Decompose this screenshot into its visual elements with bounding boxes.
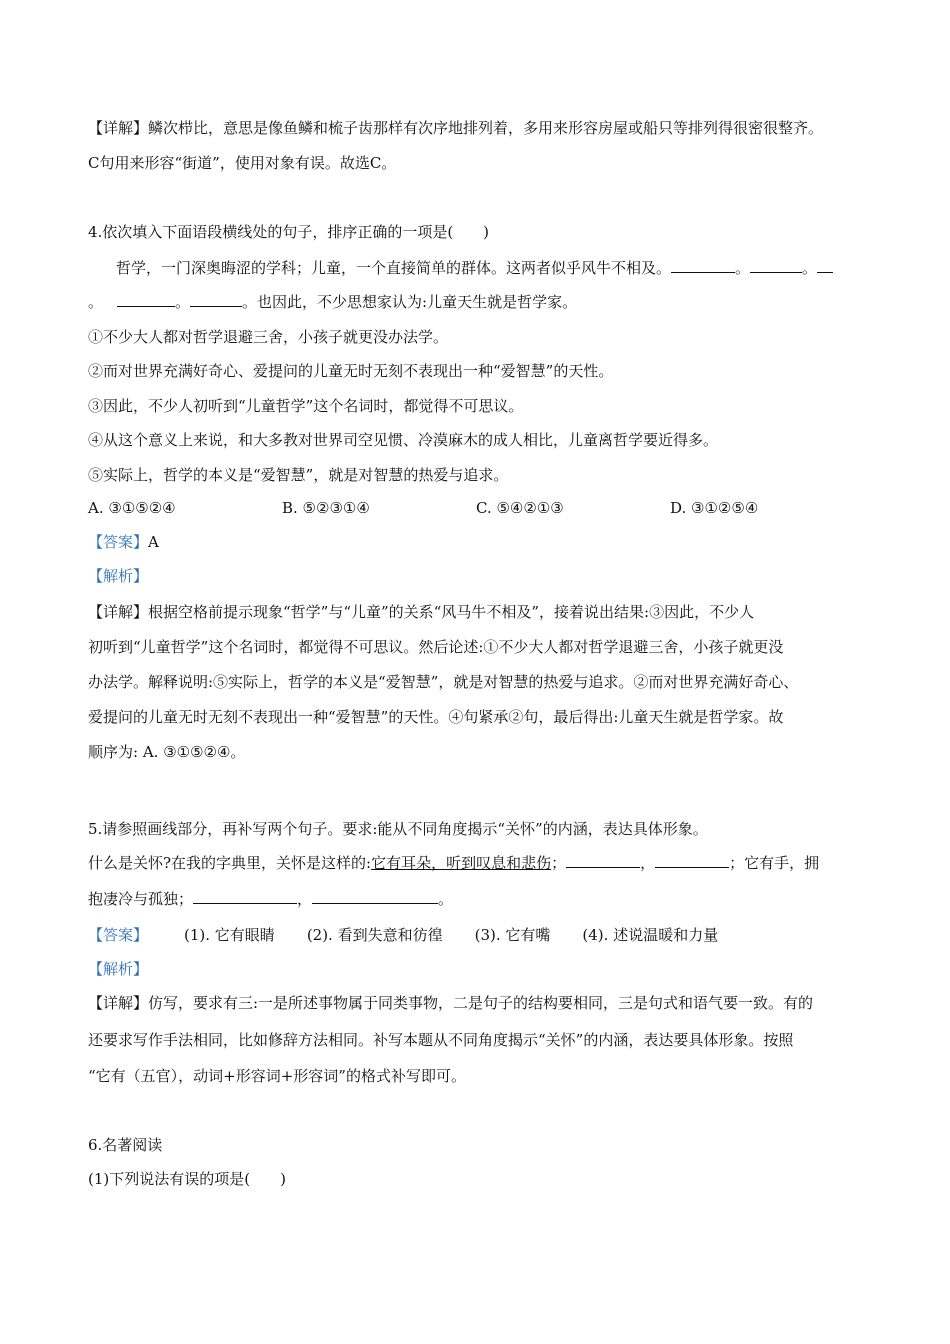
q4-detail-line-2: 初听到“儿童哲学”这个名词时，都觉得不可思议。然后论述:①不少大人都对哲学退避三舍，小孩子就更没 [88,638,784,656]
blank-2 [655,853,729,868]
q4-option-d: D. ③①②⑤④ [670,499,759,517]
answer-4: (4). 述说温暖和力量 [582,926,719,944]
blank-4 [117,292,175,307]
q4-option-c: C. ⑤④②①③ [476,499,564,517]
blank-3 [193,889,297,904]
q4-option-a: A. ③①⑤②④ [88,499,176,517]
blank-2 [750,258,802,273]
blank-1 [566,853,640,868]
answer-value: A [148,533,159,551]
answer-tag: 【答案】 [88,926,149,944]
q3-detail-line-2: C句用来形容“街道”，使用对象有误。故选C。 [88,154,397,172]
separator: 。 [735,259,751,277]
answer-2: (2). 看到失意和彷徨 [306,926,443,944]
q4-detail-line-3: 办法学。解释说明:⑤实际上，哲学的本义是“爱智慧”，就是对智慧的热爱与追求。②而对世界充满好奇心、 [88,673,799,691]
q5-line-1-text: 什么是关怀?在我的字典里，关怀是这样的: [88,854,372,872]
q4-stem: 4.依次填入下面语段横线处的句子，排序正确的一项是( ) [88,223,490,241]
punct: 。 [438,890,454,908]
q4-paragraph-text: 哲学，一门深奥晦涩的学科；儿童，一个直接简单的群体。这两者似乎风牛不相及。 [116,259,672,277]
answer-1: (1). 它有眼睛 [184,926,275,944]
q4-option-b: B. ⑤②③①④ [282,499,370,517]
punct: ； [551,854,567,872]
q4-sentence-1: ①不少大人都对哲学退避三舍，小孩子就更没办法学。 [88,328,449,346]
q4-sentence-2: ②而对世界充满好奇心、爱提问的儿童无时无刻不表现出一种“爱智慧”的天性。 [88,362,614,380]
q4-detail-line-4: 爱提问的儿童无时无刻不表现出一种“爱智慧”的天性。④句紧承②句，最后得出:儿童天生就是哲学家。故 [88,708,784,726]
q4-paragraph-end: 。也因此，不少思想家认为:儿童天生就是哲学家。 [242,293,578,311]
q5-detail-line-1: 【详解】仿写，要求有三:一是所述事物属于同类事物，二是句子的结构要相同，三是句式和语气要一致。有的 [88,994,814,1012]
q4-sentence-4: ④从这个意义上来说，和大多教对世界司空见惯、冷漠麻木的成人相比，儿童离哲学要近得多。 [88,431,719,449]
q4-analysis-tag: 【解析】 [88,567,149,585]
q4-answer [88,532,159,552]
q5-stem: 5.请参照画线部分，再补写两个句子。要求:能从不同角度揭示“关怀”的内涵，表达具体形象。 [88,820,708,838]
separator: 。 [88,293,104,311]
punct: ， [640,854,656,872]
blank-5 [190,292,242,307]
q5-line-2 [88,889,453,909]
blank-3 [817,258,833,273]
q4-paragraph-line-1 [116,258,833,278]
q6-title: 6.名著阅读 [88,1136,163,1154]
q4-paragraph-line-2 [88,292,577,312]
q5-detail-line-3: “它有（五官），动词+形容词+形容词”的格式补写即可。 [88,1067,466,1085]
q5-analysis-tag: 【解析】 [88,960,149,978]
separator: 。 [175,293,191,311]
answer-tag: 【答案】 [88,533,149,551]
q6-sub-question: (1)下列说法有误的项是( ) [88,1170,286,1188]
q5-line-1 [88,853,819,873]
q3-detail-line-1: 【详解】鳞次栉比，意思是像鱼鳞和梳子齿那样有次序地排列着，多用来形容房屋或船只等排列得很密很整齐。 [88,119,824,137]
q5-answer [88,925,718,945]
q4-detail-line-5: 顺序为: A. ③①⑤②④。 [88,743,246,761]
separator: 。 [802,259,818,277]
q5-line-1-end: ；它有手，拥 [729,854,820,872]
punct: ， [297,890,313,908]
q5-detail-line-2: 还要求写作手法相同，比如修辞方法相同。补写本题从不同角度揭示“关怀”的内涵，表达要具体形象。按照 [88,1031,794,1049]
blank-1 [671,258,735,273]
q4-sentence-3: ③因此，不少人初听到“儿童哲学”这个名词时，都觉得不可思议。 [88,397,524,415]
blank-4 [312,889,438,904]
q4-detail-line-1: 【详解】根据空格前提示现象“哲学”与“儿童”的关系“风马牛不相及”，接着说出结果:③因此，不少人 [88,603,755,621]
answer-3: (3). 它有嘴 [474,926,551,944]
q5-line-2-text: 抱凄冷与孤独； [88,890,194,908]
q4-sentence-5: ⑤实际上，哲学的本义是“爱智慧”，就是对智慧的热爱与追求。 [88,466,509,484]
underlined-example: 它有耳朵，听到叹息和悲伤 [371,854,552,872]
